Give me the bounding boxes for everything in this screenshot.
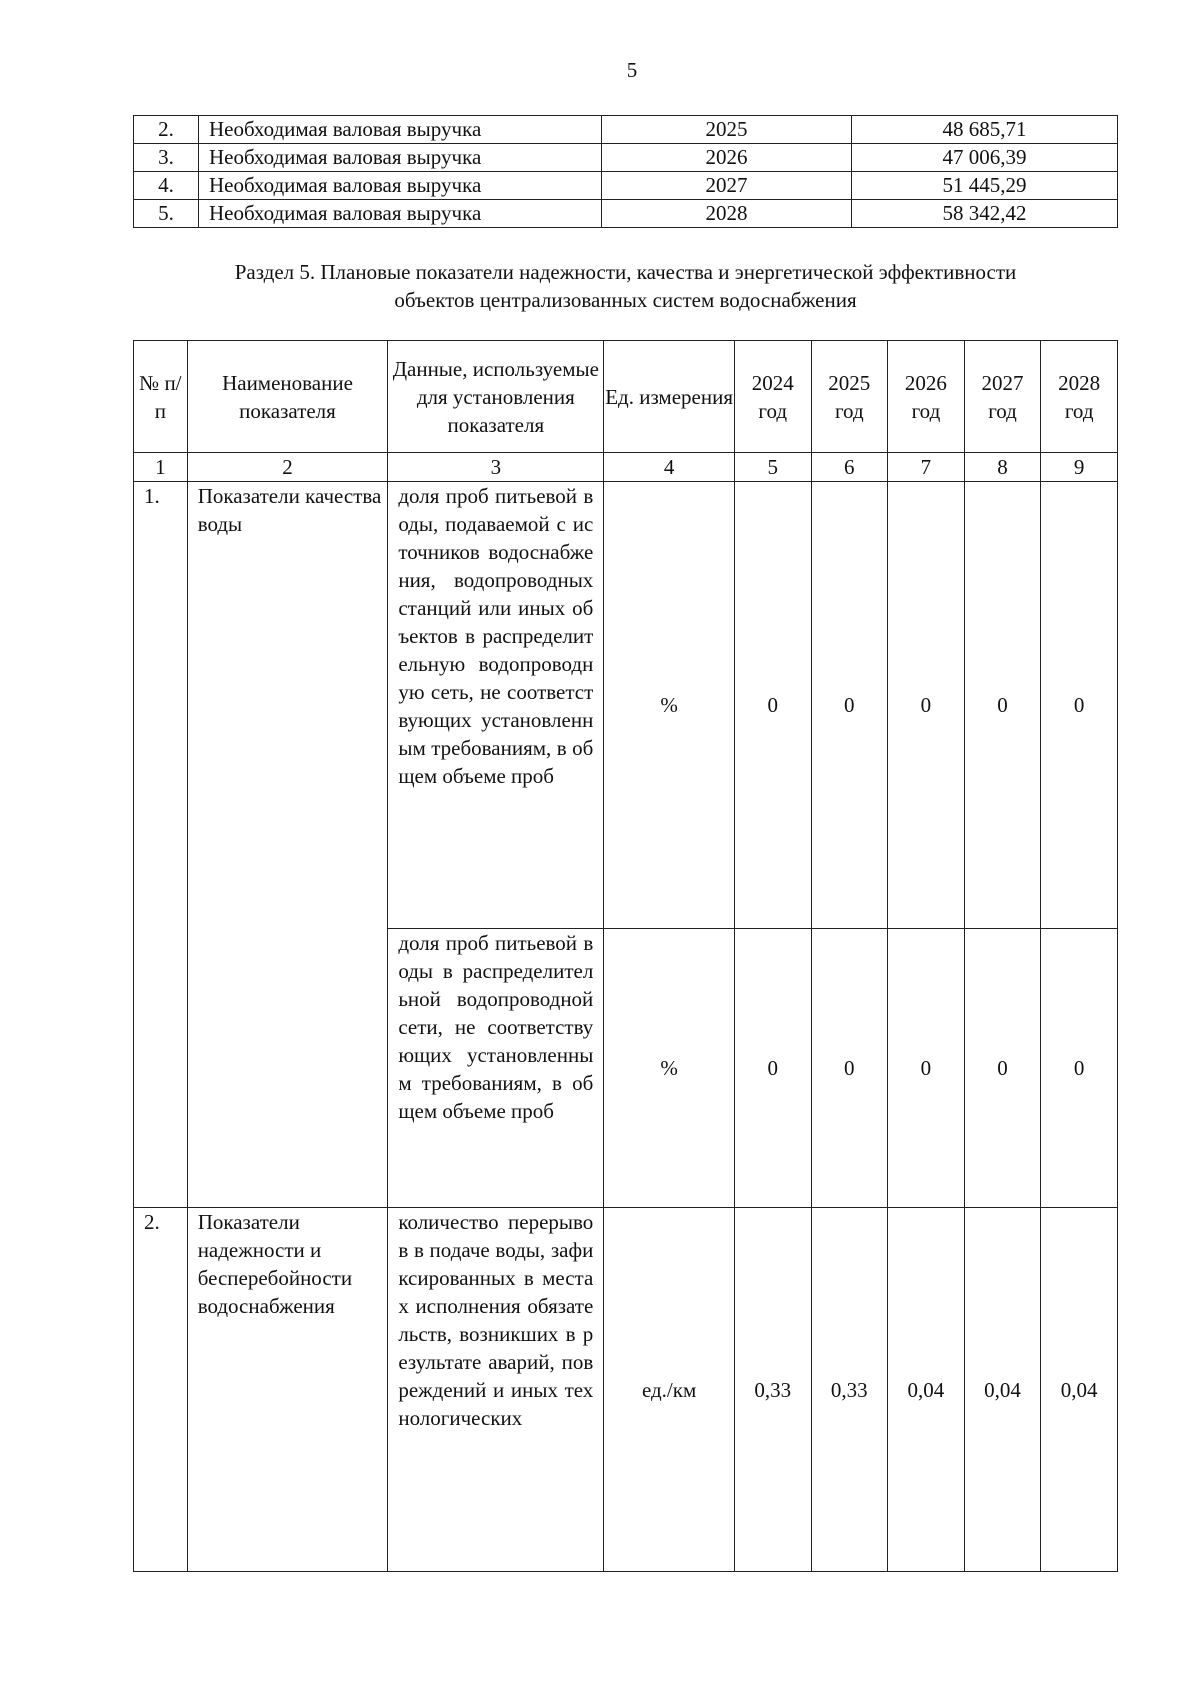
group-number: 2.: [134, 1208, 188, 1572]
row-name: Необходимая валовая выручка: [199, 172, 602, 200]
table-row: [134, 144, 1118, 172]
row-name: Необходимая валовая выручка: [199, 116, 602, 144]
table-row: [134, 116, 1118, 144]
value-2025: 0: [811, 929, 888, 1208]
column-index: 1: [134, 453, 188, 482]
section-heading-line-1: Раздел 5. Плановые показатели надежности, качества и энергетической эффективности: [234, 260, 1017, 284]
row-name: Необходимая валовая выручка: [199, 144, 602, 172]
value-2026: 0: [888, 929, 965, 1208]
value-2028: 0,04: [1041, 1208, 1118, 1572]
column-index: 5: [734, 453, 811, 482]
header-data: Данные, используемые для установления показателя: [388, 341, 604, 453]
unit-cell: ед./км: [604, 1208, 735, 1572]
table-row: [134, 200, 1118, 228]
header-year-2025: 2025 год: [811, 341, 888, 453]
header-num: № п/п: [134, 341, 188, 453]
indicator-description: доля проб питьевой воды в распределительной водопроводной сети, не соответствующих установленным требованиям, в общем объеме проб: [388, 929, 604, 1208]
group-name: Показатели качества воды: [187, 482, 388, 1208]
row-value: 58 342,42: [852, 200, 1118, 228]
row-number: 5.: [134, 200, 199, 228]
column-index: 7: [888, 453, 965, 482]
table-row: [134, 1208, 1118, 1572]
table-row: [134, 482, 1118, 929]
value-2028: 0: [1041, 929, 1118, 1208]
value-2025: 0: [811, 482, 888, 929]
row-value: 51 445,29: [852, 172, 1118, 200]
indicators-table: [133, 340, 1118, 1572]
value-2027: 0,04: [964, 1208, 1041, 1572]
row-number: 2.: [134, 116, 199, 144]
column-index-row: [134, 453, 1118, 482]
header-unit: Ед. измерения: [604, 341, 735, 453]
revenue-table: [133, 115, 1118, 228]
column-index: 3: [388, 453, 604, 482]
group-number: 1.: [134, 482, 188, 1208]
column-index: 4: [604, 453, 735, 482]
section-heading-line-2: объектов централизованных систем водоснабжения: [394, 288, 857, 312]
column-index: 2: [187, 453, 388, 482]
column-index: 8: [964, 453, 1041, 482]
row-year: 2028: [602, 200, 852, 228]
row-value: 47 006,39: [852, 144, 1118, 172]
header-year-2027: 2027 год: [964, 341, 1041, 453]
value-2024: 0: [734, 929, 811, 1208]
row-number: 4.: [134, 172, 199, 200]
header-row: [134, 341, 1118, 453]
row-value: 48 685,71: [852, 116, 1118, 144]
value-2027: 0: [964, 929, 1041, 1208]
value-2024: 0: [734, 482, 811, 929]
row-number: 3.: [134, 144, 199, 172]
group-name: Показатели надежности и бесперебойности водоснабжения: [187, 1208, 388, 1572]
row-year: 2027: [602, 172, 852, 200]
header-year-2028: 2028 год: [1041, 341, 1118, 453]
value-2024: 0,33: [734, 1208, 811, 1572]
row-name: Необходимая валовая выручка: [199, 200, 602, 228]
column-index: 9: [1041, 453, 1118, 482]
section-heading: [133, 258, 1118, 314]
row-year: 2026: [602, 144, 852, 172]
unit-cell: %: [604, 482, 735, 929]
value-2027: 0: [964, 482, 1041, 929]
column-index: 6: [811, 453, 888, 482]
header-name: Наименование показателя: [187, 341, 388, 453]
indicator-description: количество перерывов в подаче воды, зафиксированных в местах исполнения обязательств, возникших в результате аварий, повреждений и иных технологических: [388, 1208, 604, 1572]
unit-cell: %: [604, 929, 735, 1208]
value-2026: 0: [888, 482, 965, 929]
indicator-description: доля проб питьевой воды, подаваемой с источников водоснабжения, водопроводных станций или иных объектов в распределительную водопроводную сеть, не соответствующих установленным требованиям, в общем объеме проб: [388, 482, 604, 929]
table-row: [134, 172, 1118, 200]
header-year-2024: 2024 год: [734, 341, 811, 453]
value-2028: 0: [1041, 482, 1118, 929]
row-year: 2025: [602, 116, 852, 144]
header-year-2026: 2026 год: [888, 341, 965, 453]
value-2025: 0,33: [811, 1208, 888, 1572]
value-2026: 0,04: [888, 1208, 965, 1572]
page-number: 5: [626, 58, 638, 82]
